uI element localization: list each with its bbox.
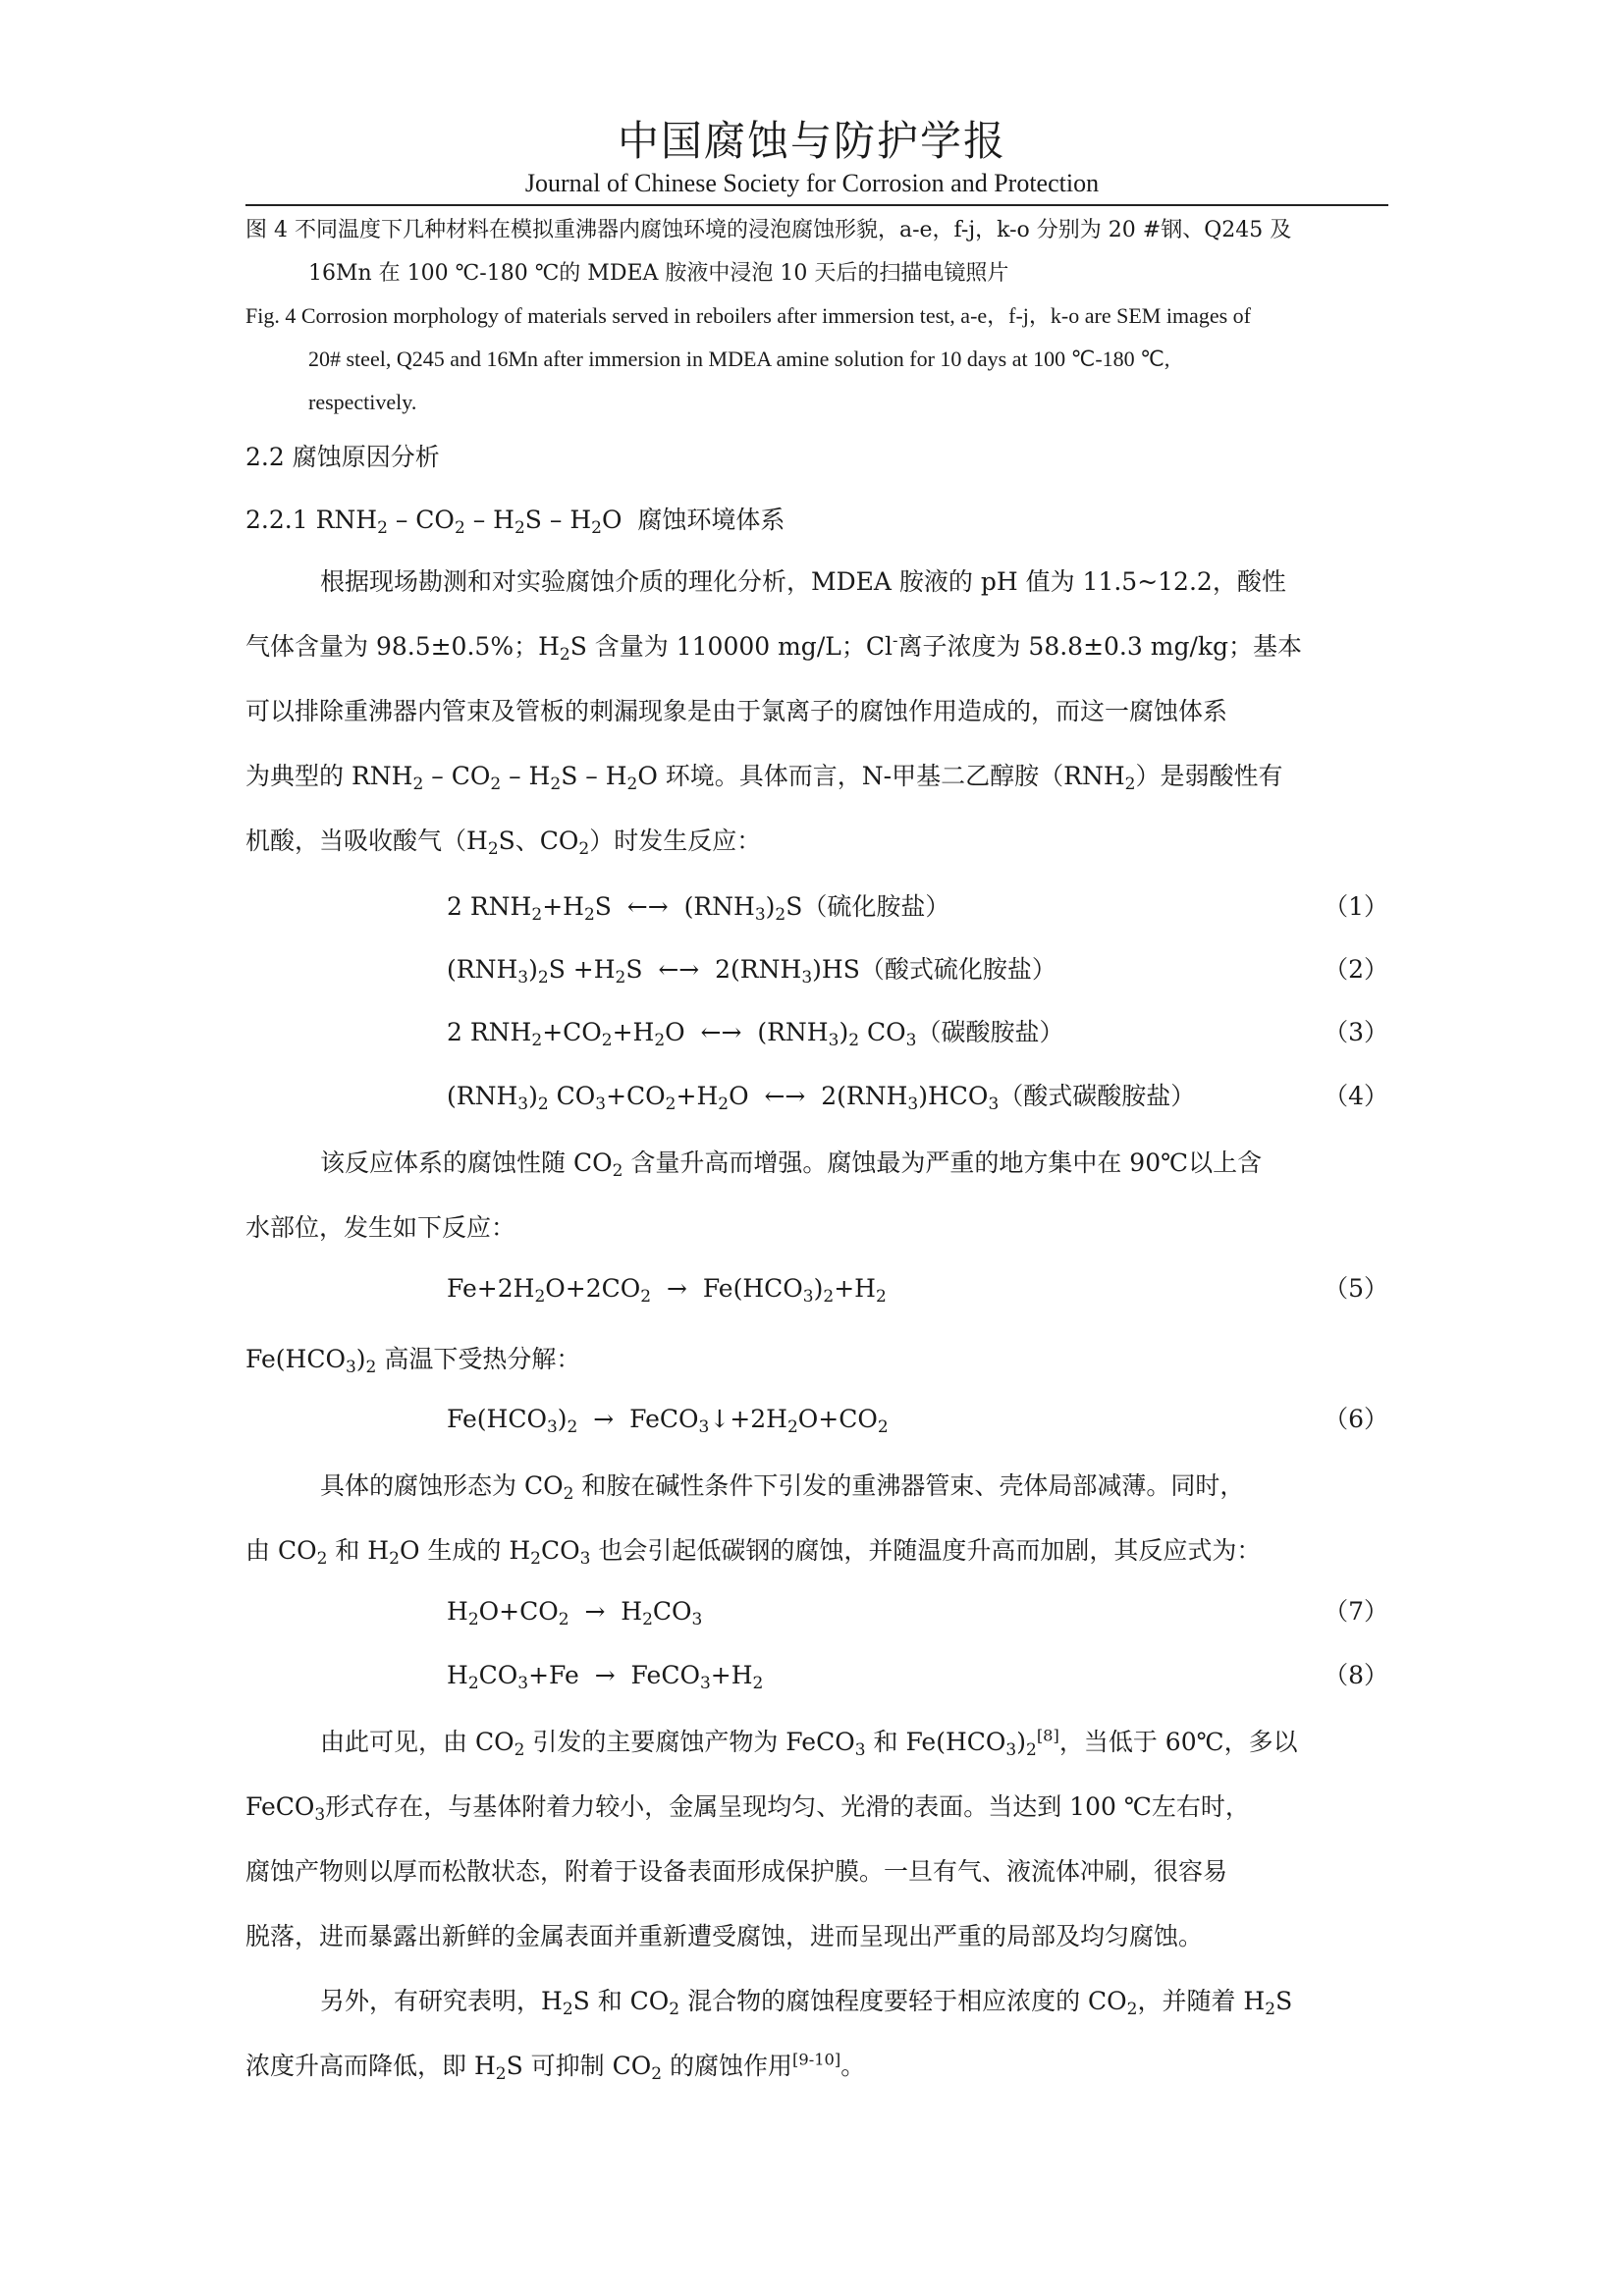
subsection-heading: 2.2.1 $RNH_2 - CO_2 - H_2S - H_2O$ 腐蚀环境体系 <box>245 506 785 538</box>
paragraph-decomposition <box>245 1327 1388 1392</box>
equation-number-3: （3） <box>1324 1018 1388 1046</box>
caption-cn-line-1: 图 4 不同温度下几种材料在模拟重沸器内腐蚀环境的浸泡腐蚀形貌，a-e，f-j，k-o 分别为 20 #钢、Q245 及 <box>245 218 1292 242</box>
para5-line-3: 腐蚀产物则以厚而松散状态，附着于设备表面形成保护膜。一旦有气、液流体冲刷，很容易 <box>245 1857 1228 1886</box>
equation-number-2: （2） <box>1324 955 1388 984</box>
section-heading: 2.2 腐蚀原因分析 <box>245 443 440 471</box>
para2-line-1: 该反应体系的腐蚀性随 $CO_2$ 含量升高而增强。腐蚀最为严重的地方集中在 90℃以上含 <box>320 1148 1263 1181</box>
equation-2: $(RNH_3)_2S +H_2S$ ←→ $2(RNH_3)HS$（酸式硫化胺盐） （2） <box>447 950 1388 989</box>
equation-7: $H_2O+CO_2 \to H_2CO_3$ （7） <box>447 1592 1388 1631</box>
para2-line-2: 水部位，发生如下反应： <box>245 1213 516 1242</box>
subsection-number: 2.2.1 <box>245 506 308 534</box>
caption-en-line-3: respectively. <box>308 390 417 414</box>
equation-number-6: （6） <box>1324 1405 1388 1433</box>
equation-4: $(RNH_3)_2$ $CO_3+CO_2+H_2O$ ←→ $2(RNH_3)HCO_3$（酸式碳酸胺盐） （4） <box>447 1077 1388 1116</box>
para6-line-1: 另外，有研究表明，$H_2S$ 和 $CO_2$ 混合物的腐蚀程度要轻于相应浓度的 $CO_2$，并随着 $H_2S$ <box>320 1987 1293 2019</box>
journal-title-chinese: 中国腐蚀与防护学报 <box>617 117 1006 165</box>
equation-number-7: （7） <box>1324 1597 1388 1626</box>
paragraph-corrosion-morphology <box>245 1454 1388 1583</box>
paragraph-corrosion-products <box>245 1710 1388 1969</box>
para1-line-2: 气体含量为 98.5±0.5%；$H_2S$ 含量为 110000 mg/L；Cl-离子浓度为 58.8±0.3 mg/kg；基本 <box>245 630 1303 665</box>
subsection-title: 腐蚀环境体系 <box>637 506 785 534</box>
para5-line-2: FeCO$_3$形式存在，与基体附着力较小，金属呈现均匀、光滑的表面。当达到 100 ℃左右时， <box>245 1792 1250 1825</box>
para5-line-4: 脱落，进而暴露出新鲜的金属表面并重新遭受腐蚀，进而呈现出严重的局部及均匀腐蚀。 <box>245 1922 1204 1950</box>
para4-line-2: 由 $CO_2$ 和 $H_2O$ 生成的 $H_2CO_3$ 也会引起低碳钢的腐蚀，并随温度升高而加剧，其反应式为： <box>245 1536 1262 1569</box>
caption-en-line-1: Fig. 4 Corrosion morphology of materials served in reboilers after immersion test, a-e，f-j，k-o are SEM images of <box>245 303 1251 328</box>
paragraph-h2s-inhibition <box>245 1969 1388 2099</box>
para1-line-1: 根据现场勘测和对实验腐蚀介质的理化分析，MDEA 胺液的 pH 值为 11.5~12.2，酸性 <box>320 567 1286 596</box>
citation-9-10[interactable]: [9-10] <box>792 2050 841 2069</box>
equation-5: $Fe+2H_2O+2CO_2 \to Fe(HCO_3)_2+H_2$ （5） <box>447 1269 1388 1308</box>
equation-8: $H_2CO_3+Fe$ → $FeCO_3+H_2$ （8） <box>447 1656 1388 1695</box>
para5-line-1: 由此可见，由 $CO_2$ 引发的主要腐蚀产物为 FeCO$_3$ 和 $Fe(HCO_3)_2[8]$，当低于 60℃，多以 <box>320 1726 1298 1760</box>
equation-6: $Fe(HCO_3)_2$ → $FeCO_3↓+2H_2O+CO_2$ （6） <box>447 1400 1388 1439</box>
para1-line-4: 为典型的 $RNH_2 - CO_2 - H_2S - H_2O$ 环境。具体而言，N-甲基二乙醇胺$(RNH_2)$是弱酸性有 <box>245 762 1283 794</box>
figure-caption-english <box>245 294 1388 424</box>
para4-line-1: 具体的腐蚀形态为 $CO_2$ 和胺在碱性条件下引发的重沸器管束、壳体局部减薄。同时， <box>320 1471 1245 1504</box>
citation-8[interactable]: [8] <box>1036 1726 1059 1745</box>
figure-caption-chinese <box>245 209 1388 295</box>
paragraph-environment-analysis <box>245 550 1388 874</box>
para1-line-3: 可以排除重沸器内管束及管板的刺漏现象是由于氯离子的腐蚀作用造成的，而这一腐蚀体系 <box>245 697 1228 725</box>
equation-number-4: （4） <box>1324 1082 1388 1110</box>
header-divider <box>245 204 1388 206</box>
equation-1: 2 $RNH_2+H_2S$ ←→ $(RNH_3)_2S$（硫化胺盐） （1） <box>447 887 1388 927</box>
equation-number-1: （1） <box>1324 892 1388 921</box>
paragraph-co2-corrosion <box>245 1131 1388 1260</box>
para1-line-5: 机酸，当吸收酸气（$H_2S$、$CO_2$）时发生反应： <box>245 827 762 859</box>
equation-number-8: （8） <box>1324 1661 1388 1689</box>
equation-3: 2 $RNH_2+CO_2+H_2O$ ←→ $(RNH_3)_2$ $CO_3$（碳酸胺盐） （3） <box>447 1013 1388 1052</box>
para6-line-2: 浓度升高而降低，即 $H_2S$ 可抑制 $CO_2$ 的腐蚀作用[9-10]。 <box>245 2050 866 2084</box>
journal-title-english: Journal of Chinese Society for Corrosion and Protection <box>524 169 1100 197</box>
para3-line-1: $Fe(HCO_3)_2$ 高温下受热分解： <box>245 1345 581 1377</box>
caption-en-line-2: 20# steel, Q245 and 16Mn after immersion in MDEA amine solution for 10 days at 100 ℃-180 ℃, <box>308 347 1170 371</box>
caption-cn-line-2: 16Mn 在 100 ℃-180 ℃的 MDEA 胺液中浸泡 10 天后的扫描电镜照片 <box>308 261 1009 286</box>
equation-number-5: （5） <box>1324 1274 1388 1303</box>
